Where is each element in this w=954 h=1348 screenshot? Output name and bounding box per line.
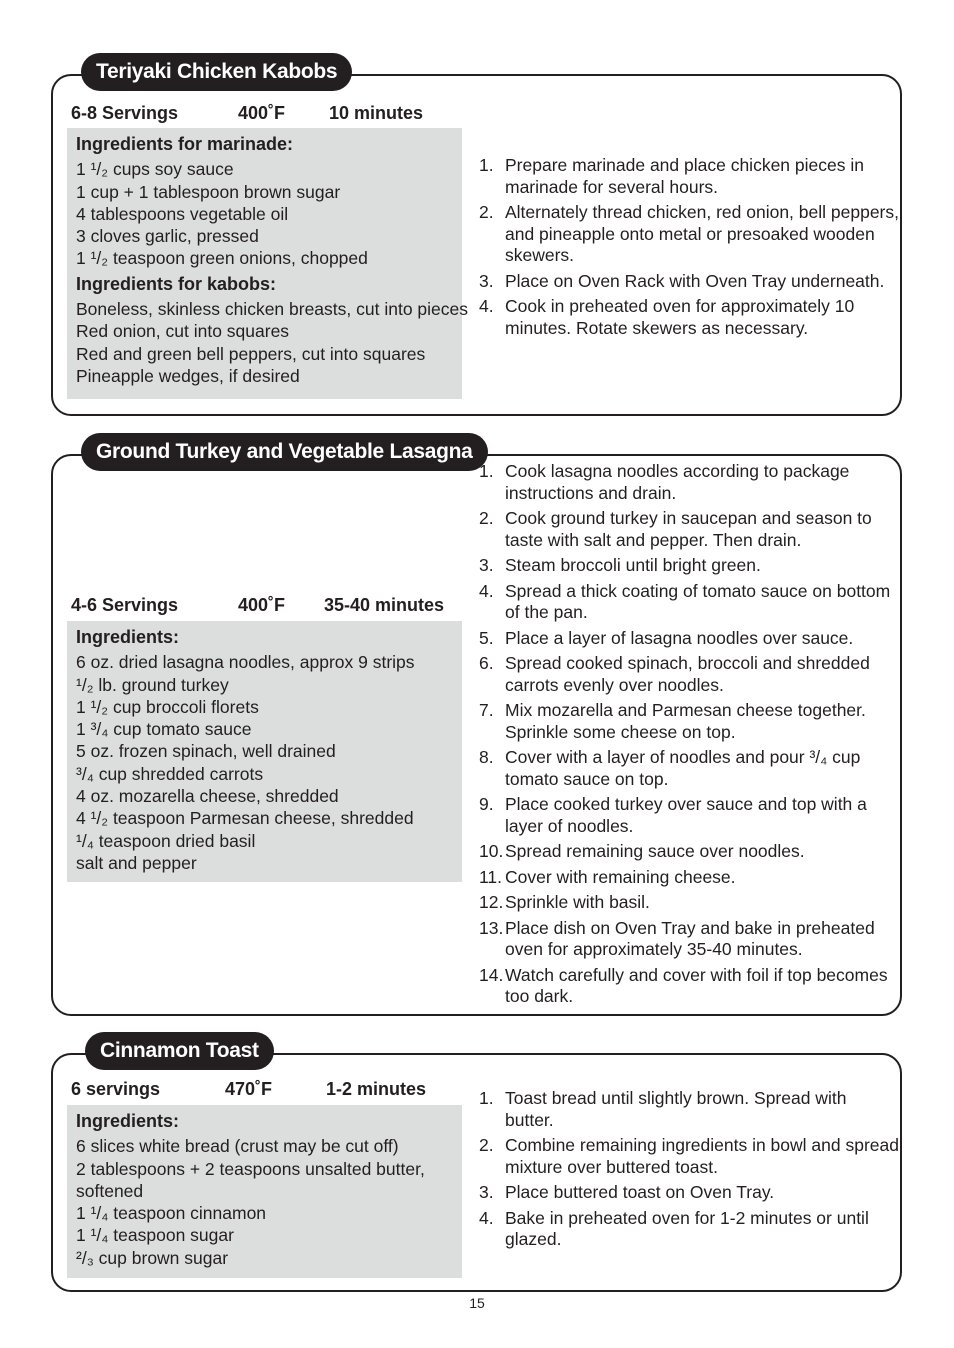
step-number: 2. <box>479 508 494 528</box>
step-number: 1. <box>479 155 494 175</box>
step-number: 3. <box>479 1182 494 1202</box>
ingredients-box-lasagna <box>67 621 462 882</box>
step-number: 4. <box>479 1207 494 1228</box>
step-number: 2. <box>479 1135 494 1155</box>
ingredients-box-cinnamon-toast <box>67 1105 462 1278</box>
step-number: 2. <box>479 202 494 222</box>
servings-label: 6 servings <box>71 1079 161 1099</box>
step-item <box>479 1088 899 1131</box>
recipe-title-teriyaki: Teriyaki Chicken Kabobs <box>81 53 352 91</box>
ingredients-heading: Ingredients: <box>76 1111 180 1131</box>
step-text: Spread cooked spinach, broccoli and shredded carrots evenly over noodles. <box>505 653 870 695</box>
step-text: Place a layer of lasagna noodles over sauce. <box>505 627 854 648</box>
steps-list-lasagna <box>479 461 899 1012</box>
ingredient-item: 1 ¹/₂ cup broccoli florets <box>76 696 259 717</box>
ingredient-item: ²/₃ cup brown sugar <box>76 1247 229 1268</box>
step-item <box>479 892 899 914</box>
step-number: 10. <box>479 841 504 861</box>
page-number: 15 <box>469 1295 485 1311</box>
steps-list-cinnamon-toast <box>479 1088 899 1255</box>
step-item <box>479 202 899 267</box>
step-text: Bake in preheated oven for 1-2 minutes or until glazed. <box>505 1207 869 1249</box>
step-number: 9. <box>479 794 494 814</box>
temperature-label: 400˚F <box>238 595 286 615</box>
step-item <box>479 271 899 293</box>
step-text: Spread a thick coating of tomato sauce on bottom of the pan. <box>505 580 891 622</box>
ingredients-heading: Ingredients: <box>76 627 180 647</box>
step-item <box>479 1135 899 1178</box>
ingredient-item: 1 ¹/₂ teaspoon green onions, chopped <box>76 248 368 269</box>
step-item <box>479 1182 899 1204</box>
ingredient-item: ¹/₂ lb. ground turkey <box>76 674 229 695</box>
step-text: Sprinkle with basil. <box>505 892 650 912</box>
steps-list-teriyaki <box>479 155 899 343</box>
step-item <box>479 700 899 743</box>
temperature-label: 470˚F <box>225 1079 273 1099</box>
step-text: Toast bread until slightly brown. Spread with butter. <box>505 1088 847 1130</box>
ingredient-item: Red and green bell peppers, cut into squares <box>76 343 426 364</box>
step-number: 8. <box>479 747 494 767</box>
step-text: Place cooked turkey over sauce and top with a layer of noodles. <box>505 794 867 836</box>
step-text: Cook lasagna noodles according to package instructions and drain. <box>505 461 850 503</box>
step-number: 12. <box>479 892 504 912</box>
time-label: 10 minutes <box>329 103 424 123</box>
servings-label: 6-8 Servings <box>71 103 179 123</box>
step-item <box>479 555 899 577</box>
step-number: 11. <box>479 866 503 887</box>
step-item <box>479 794 899 837</box>
step-text: Mix mozarella and Parmesan cheese together. Sprinkle some cheese on top. <box>505 700 866 742</box>
ingredient-item: salt and pepper <box>76 852 197 873</box>
ingredients-box-teriyaki <box>67 128 468 399</box>
step-number: 4. <box>479 296 494 316</box>
ingredient-item: 1 ¹/₂ cups soy sauce <box>76 159 234 180</box>
step-text: Cover with remaining cheese. <box>505 866 736 887</box>
ingredient-item: 1 cup + 1 tablespoon brown sugar <box>76 181 341 202</box>
step-text: Cover with a layer of noodles and pour ³/₄ cup tomato sauce on top. <box>505 747 861 789</box>
step-item <box>479 653 899 696</box>
step-number: 13. <box>479 917 504 938</box>
step-text: Place buttered toast on Oven Tray. <box>505 1182 775 1202</box>
step-number: 1. <box>479 461 494 481</box>
temperature-label: 400˚F <box>238 103 286 123</box>
time-label: 1-2 minutes <box>326 1079 427 1099</box>
recipe-title-cinnamon-toast: Cinnamon Toast <box>85 1032 274 1070</box>
step-number: 14. <box>479 964 504 985</box>
step-text: Cook ground turkey in saucepan and season to taste with salt and pepper. Then drain. <box>505 508 872 550</box>
step-item <box>479 918 899 961</box>
step-item <box>479 581 899 624</box>
step-item <box>479 1208 899 1251</box>
ingredient-item: softened <box>76 1180 144 1201</box>
step-item <box>479 155 899 198</box>
ingredient-item: 5 oz. frozen spinach, well drained <box>76 741 336 762</box>
ingredients-heading: Ingredients for kabobs: <box>76 273 277 294</box>
time-label: 35-40 minutes <box>324 595 445 615</box>
step-item <box>479 628 899 650</box>
ingredient-item: 1 ³/₄ cup tomato sauce <box>76 719 252 740</box>
step-item <box>479 965 899 1008</box>
step-text: Steam broccoli until bright green. <box>505 555 761 575</box>
step-text: Cook in preheated oven for approximately 10 minutes. Rotate skewers as necessary. <box>505 296 855 338</box>
ingredient-item: ¹/₄ teaspoon dried basil <box>76 830 256 851</box>
step-text: Prepare marinade and place chicken pieces in marinade for several hours. <box>505 155 864 197</box>
ingredient-item: 4 tablespoons vegetable oil <box>76 203 289 224</box>
step-text: Spread remaining sauce over noodles. <box>505 841 805 861</box>
ingredient-item: 4 oz. mozarella cheese, shredded <box>76 786 339 807</box>
ingredient-item: Boneless, skinless chicken breasts, cut into pieces <box>76 299 468 320</box>
ingredient-item: Pineapple wedges, if desired <box>76 365 300 386</box>
ingredient-item: ³/₄ cup shredded carrots <box>76 763 264 784</box>
step-item <box>479 296 899 339</box>
step-number: 5. <box>479 627 494 648</box>
step-text: Place on Oven Rack with Oven Tray underneath. <box>505 270 885 291</box>
step-number: 4. <box>479 580 494 601</box>
step-text: Alternately thread chicken, red onion, bell peppers, and pineapple onto metal or presoaked wooden skewers. <box>505 202 899 265</box>
ingredient-item: 1 ¹/₄ teaspoon cinnamon <box>76 1203 267 1224</box>
step-number: 7. <box>479 700 494 720</box>
step-item <box>479 461 899 504</box>
step-text: Combine remaining ingredients in bowl and spread mixture over buttered toast. <box>505 1135 899 1177</box>
step-number: 3. <box>479 270 494 291</box>
ingredient-item: 3 cloves garlic, pressed <box>76 226 259 247</box>
ingredient-item: 1 ¹/₄ teaspoon sugar <box>76 1225 234 1246</box>
step-text: Watch carefully and cover with foil if top becomes too dark. <box>505 964 888 1006</box>
step-item <box>479 867 899 889</box>
step-number: 1. <box>479 1088 494 1108</box>
step-item <box>479 747 899 790</box>
ingredients-heading: Ingredients for marinade: <box>76 134 294 154</box>
ingredient-item: Red onion, cut into squares <box>76 321 290 342</box>
recipe-title-lasagna: Ground Turkey and Vegetable Lasagna <box>81 433 488 471</box>
ingredient-item: 4 ¹/₂ teaspoon Parmesan cheese, shredded <box>76 808 414 829</box>
ingredient-item: 6 oz. dried lasagna noodles, approx 9 strips <box>76 652 415 673</box>
step-number: 6. <box>479 653 494 673</box>
ingredient-item: 2 tablespoons + 2 teaspoons unsalted butter, <box>76 1158 425 1179</box>
step-item <box>479 508 899 551</box>
step-text: Place dish on Oven Tray and bake in preheated oven for approximately 35-40 minutes. <box>505 917 875 959</box>
servings-label: 4-6 Servings <box>71 595 179 615</box>
ingredient-item: 6 slices white bread (crust may be cut off) <box>76 1136 399 1157</box>
step-item <box>479 841 899 863</box>
step-number: 3. <box>479 555 494 575</box>
